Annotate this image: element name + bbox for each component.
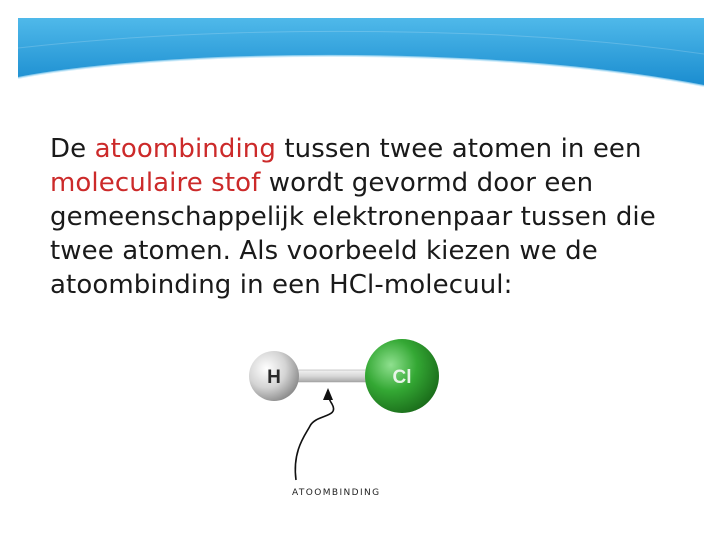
bond-caption: ATOOMBINDING [292,488,381,498]
text-part-5: wordt gevormd door een gemeenschappelijk elektronenpaar tussen die twee atomen. Als voorbeeld kiezen we de atoombinding in een HCl-molecuul: [50,168,656,300]
text-part-1: De [50,134,95,164]
highlight-atoombinding: atoombinding [94,134,276,164]
hydrogen-label: H [267,367,281,388]
chlorine-label: Cl [392,367,412,388]
hcl-molecule-figure [236,330,456,510]
bond-pointer-line [295,390,333,480]
text-part-3: tussen twee atomen in een [275,134,642,164]
highlight-moleculaire-stof: moleculaire stof [50,168,261,198]
slide-body-text [50,132,710,320]
header-banner [18,18,704,118]
bond-pointer-arrowhead [323,388,333,400]
